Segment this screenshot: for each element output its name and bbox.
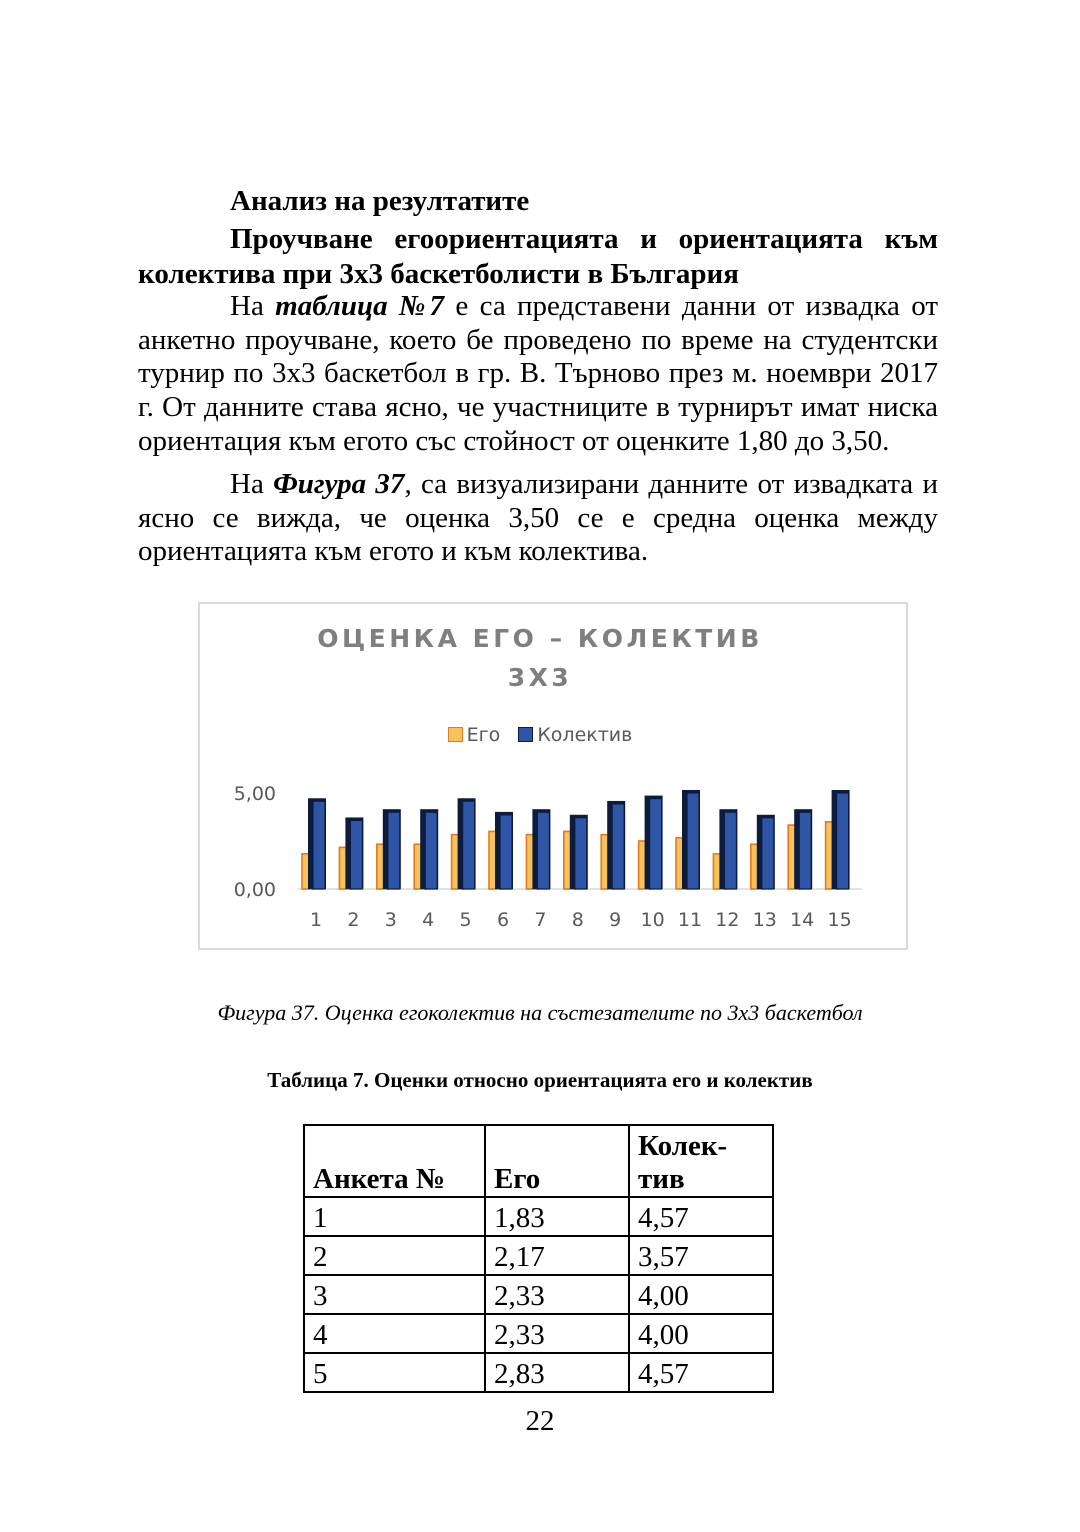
table-row [304, 1353, 773, 1392]
x-tick-label: 13 [752, 909, 777, 931]
cell-anketa: 4 [304, 1314, 485, 1353]
x-tick-label: 5 [459, 909, 472, 931]
paragraph-1 [138, 290, 938, 459]
header-anketa: Анкета № [304, 1125, 485, 1197]
legend-item-ego [448, 724, 501, 746]
figure-caption: Фигура 37. Оценка егоколектив на състезателите по 3х3 баскетбол [217, 1000, 863, 1025]
paragraph-1-after: е са представени данни от извадка от анкетно проучване, което бе проведено по време на студентски турнир по 3х3 баскетбол в гр. В. Търново през м. ноември 2017 г. От данните става ясно, че участниците в турнирът имат ниска ориентация към егото със стойност от оценките 1,80 до 3,50. [138, 290, 939, 457]
cell-kolektiv: 4,00 [629, 1275, 773, 1314]
x-tick-label: 10 [640, 909, 665, 931]
cell-ego: 2,17 [485, 1236, 629, 1275]
legend-swatch-ego [448, 727, 463, 742]
section-subheading [138, 222, 938, 292]
chart-legend [0, 724, 1080, 746]
legend-label-ego: Его [466, 724, 501, 746]
figure-reference: Фигура 37 [273, 468, 405, 500]
chart-title-line2: 3Х3 [507, 663, 573, 692]
legend-label-kolektiv: Колектив [537, 724, 633, 746]
x-tick-label: 15 [827, 909, 852, 931]
x-tick-label: 7 [534, 909, 547, 931]
table-title: Таблица 7. Оценки относно ориентацията его и колектив [267, 1068, 813, 1092]
cell-anketa: 2 [304, 1236, 485, 1275]
paragraph-2 [138, 468, 938, 569]
data-table [303, 1124, 774, 1393]
header-kolektiv: Колек- тив [629, 1125, 773, 1197]
cell-anketa: 3 [304, 1275, 485, 1314]
table-header-row [304, 1125, 773, 1197]
x-tick-label: 8 [571, 909, 584, 931]
legend-item-kolektiv [518, 724, 632, 746]
paragraph-2-after: , са визуализирани данните от извадката и ясно се вижда, че оценка 3,50 се е средна оценка между ориентацията към егото и към колектива. [138, 468, 938, 568]
cell-kolektiv: 3,57 [629, 1236, 773, 1275]
cell-kolektiv: 4,00 [629, 1314, 773, 1353]
table-row [304, 1275, 773, 1314]
cell-anketa: 1 [304, 1197, 485, 1236]
table-reference: таблица №7 [275, 290, 445, 322]
page-number: 22 [525, 1405, 555, 1437]
cell-ego: 2,33 [485, 1275, 629, 1314]
x-tick-label: 14 [790, 909, 815, 931]
cell-ego: 1,83 [485, 1197, 629, 1236]
y-tick-label: 5,00 [233, 783, 276, 805]
section-heading: Анализ на резултатите [230, 185, 530, 217]
legend-swatch-kolektiv [518, 727, 533, 742]
table-row [304, 1236, 773, 1275]
x-tick-label: 4 [422, 909, 435, 931]
cell-ego: 2,33 [485, 1314, 629, 1353]
table-row [304, 1197, 773, 1236]
header-ego: Его [485, 1125, 629, 1197]
x-tick-label: 9 [609, 909, 622, 931]
x-tick-label: 3 [384, 909, 397, 931]
cell-kolektiv: 4,57 [629, 1353, 773, 1392]
x-tick-label: 12 [715, 909, 740, 931]
subheading-text: Проучване егоориентацията и ориентацията към колектива при 3х3 баскетболисти в България [138, 223, 938, 290]
x-tick-label: 2 [347, 909, 360, 931]
cell-kolektiv: 4,57 [629, 1197, 773, 1236]
table-row [304, 1314, 773, 1353]
table-body [304, 1197, 773, 1392]
chart-title-line1: ОЦЕНКА ЕГО – КОЛЕКТИВ [317, 624, 763, 653]
paragraph-2-before: На [230, 468, 274, 500]
cell-anketa: 5 [304, 1353, 485, 1392]
x-tick-label: 1 [309, 909, 323, 931]
y-tick-label: 0,00 [233, 879, 276, 901]
cell-ego: 2,83 [485, 1353, 629, 1392]
x-tick-label: 6 [496, 909, 510, 931]
chart-frame [198, 602, 908, 950]
paragraph-1-before: На [230, 290, 276, 322]
x-tick-label: 11 [677, 909, 703, 931]
